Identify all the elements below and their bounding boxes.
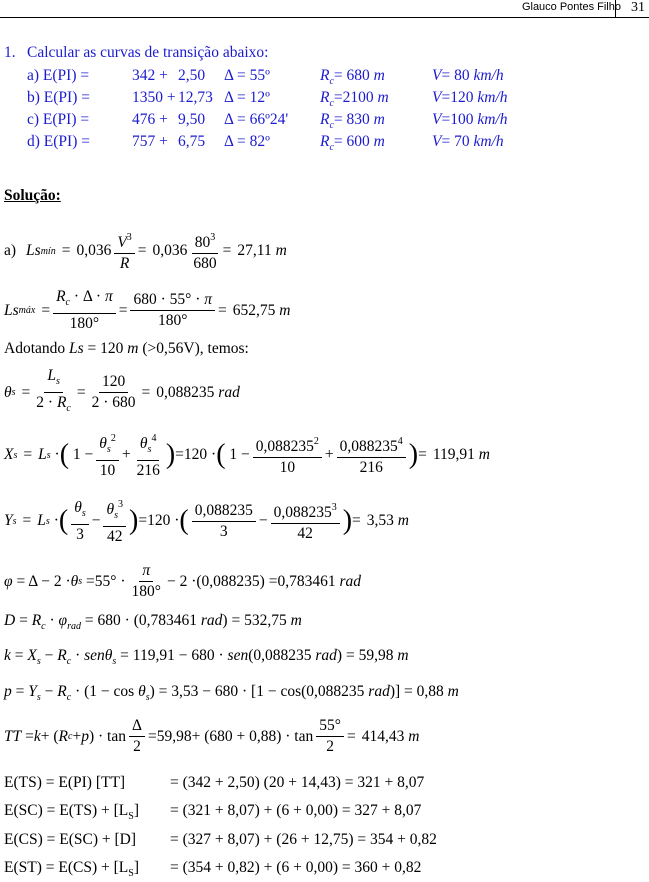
d-equation: $D = R_c \cdot \varphi_{rad} = 680 \cdot (0,783461$ rad) = 532,75 m <box>4 612 302 632</box>
problem-statement: Calcular as curvas de transição abaixo: <box>27 44 269 61</box>
station-cs-value: = (327 + 8,07) + (26 + 12,75) = 354 + 0,82 <box>170 831 437 848</box>
station-ts-value: = (342 + 2,50) (20 + 14,43) = 321 + 8,07 <box>170 774 425 791</box>
fraction: $\frac{80^3}{680}$ <box>190 228 219 274</box>
case-delta: Δ = 82º <box>224 133 270 150</box>
case-station: 476 + <box>132 111 168 128</box>
header-divider <box>615 0 616 18</box>
fraction: $\frac{680 \cdot 55^\circ \cdot \pi}{180^\circ}$ <box>130 290 215 331</box>
page-number: 31 <box>631 0 645 15</box>
k-equation: $k = X_s - R_c \cdot sen\theta_s = 119,91 - 680 \cdot sen(0,088235$ rad) = 59,98 m <box>4 647 409 667</box>
fraction: $\frac{\pi}{180^\circ}$ <box>131 562 161 600</box>
case-v: V= 70 km/h <box>432 133 504 150</box>
case-rc: $R_c= 600$ m <box>320 133 385 153</box>
case-v: V= 80 km/h <box>432 67 504 84</box>
ls-max-equation: Ls máx = $\frac{R_c \cdot \Delta \cdot \pi}{180^\circ}$ = $\frac{680 \cdot 55^\circ \cdot \pi}{180^\circ}$ = 652,75 m <box>4 288 291 332</box>
case-label: c) E(PI) = <box>27 111 90 128</box>
station-sc: $E(SC) = E(TS) + [L_S]$ <box>4 802 139 822</box>
xs-equation: X s = L s · ( 1 − $\frac{\theta_s^2}{10}$ + $\frac{\theta_s^4}{216}$ ) = 120 · ( 1 − $\frac{0,088235^2}{10}$ + $\frac{0,088235^4}{216}$ ) = 119,91 m <box>4 429 490 481</box>
case-label: a) E(PI) = <box>27 67 90 84</box>
adopting-line: Adotando Ls = 120 m (>0,56V), temos: <box>4 340 249 357</box>
fraction: $\frac{55^\circ}{2}$ <box>316 716 344 757</box>
page-header <box>0 0 649 20</box>
tt-equation: TT = k + ( R c + p ) · tan $\frac{\Delta}{2}$ = 59,98 + ( 680 + 0,88 ) · tan $\frac{55^\circ}{2}$ = 414,43 m <box>4 717 420 755</box>
case-station: 342 + <box>132 67 168 84</box>
solution-title: Solução: <box>4 187 61 204</box>
ls-min-equation: a) Ls mín = 0,036 $\frac{V^3}{R}$ = 0,036 $\frac{80^3}{680}$ = 27,11 m <box>4 228 287 274</box>
case-delta: Δ = 55º <box>224 67 270 84</box>
case-delta: Δ = 66º24' <box>224 111 289 128</box>
station-ts: E(TS) = E(PI) [TT] <box>4 774 126 791</box>
problem-number: 1. <box>4 44 16 61</box>
item-label: a) <box>4 242 17 259</box>
station-sc-value: = (321 + 8,07) + (6 + 0,00) = 327 + 8,07 <box>170 802 422 819</box>
station-cs: E(CS) = E(SC) + [D] <box>4 831 136 848</box>
p-equation: $p = Y_s - R_c \cdot (1 - \cos \theta_s) = 3,53 - 680 \cdot [1 - \cos(0,088235$ rad)] = 0,88 m <box>4 683 459 703</box>
case-rc: $R_c= 830$ m <box>320 111 385 131</box>
case-label: d) E(PI) = <box>27 133 90 150</box>
fraction: $\frac{120}{2 \cdot 680}$ <box>91 373 136 411</box>
case-station: 757 + <box>132 133 168 150</box>
author-name: Glauco Pontes Filho <box>521 1 621 13</box>
case-offset: 6,75 <box>178 133 206 150</box>
fraction: $\frac{0,088235^4}{216}$ <box>337 432 406 478</box>
case-offset: 9,50 <box>178 111 206 128</box>
phi-equation: φ = Δ − 2 · θ s = 55° · $\frac{\pi}{180^\circ}$ − 2 · (0,088235) = 0,783461 rad <box>4 562 361 600</box>
case-delta: Δ = 12º <box>224 89 270 106</box>
fraction: $\frac{R_c \cdot \Delta \cdot \pi}{180^\circ}$ <box>53 287 116 334</box>
fraction: $\frac{0,088235^2}{10}$ <box>253 432 322 478</box>
case-rc: $R_c= 680$ m <box>320 67 385 87</box>
fraction: $\frac{\theta_s}{3}$ <box>71 498 89 545</box>
case-station: 1350 + <box>132 89 176 106</box>
header-rule <box>0 17 649 18</box>
ys-equation: Y s = L s · ( $\frac{\theta_s}{3}$ − $\frac{\theta_s^3}{42}$ ) = 120 · ( $\frac{0,088235}{3}$ − $\frac{0,088235^3}{42}$ ) = 3,53 m <box>4 495 409 547</box>
theta-equation: θ s = $\frac{L_s}{2 \cdot R_c}$ = $\frac{120}{2 \cdot 680}$ = 0,088235 rad <box>4 366 240 419</box>
case-v: V=100 km/h <box>432 111 508 128</box>
station-st: $E(ST) = E(CS) + [L_S]$ <box>4 859 139 879</box>
case-rc: $R_c=2100$ m <box>320 89 389 109</box>
fraction: $\frac{L_s}{2 \cdot R_c}$ <box>36 367 71 414</box>
fraction: $\frac{\theta_s^4}{216}$ <box>134 429 163 481</box>
fraction: $\frac{V^3}{R}$ <box>114 228 134 274</box>
fraction: $\frac{\theta_s^3}{42}$ <box>103 495 126 547</box>
fraction: $\frac{0,088235}{3}$ <box>192 501 256 542</box>
case-offset: 12,73 <box>178 89 213 106</box>
case-offset: 2,50 <box>178 67 206 84</box>
case-v: V=120 km/h <box>432 89 508 106</box>
fraction: $\frac{\theta_s^2}{10}$ <box>96 429 119 481</box>
case-label: b) E(PI) = <box>27 89 90 106</box>
fraction: $\frac{\Delta}{2}$ <box>129 716 145 757</box>
fraction: $\frac{0,088235^3}{42}$ <box>271 498 340 544</box>
station-st-value: = (354 + 0,82) + (6 + 0,00) = 360 + 0,82 <box>170 859 422 876</box>
